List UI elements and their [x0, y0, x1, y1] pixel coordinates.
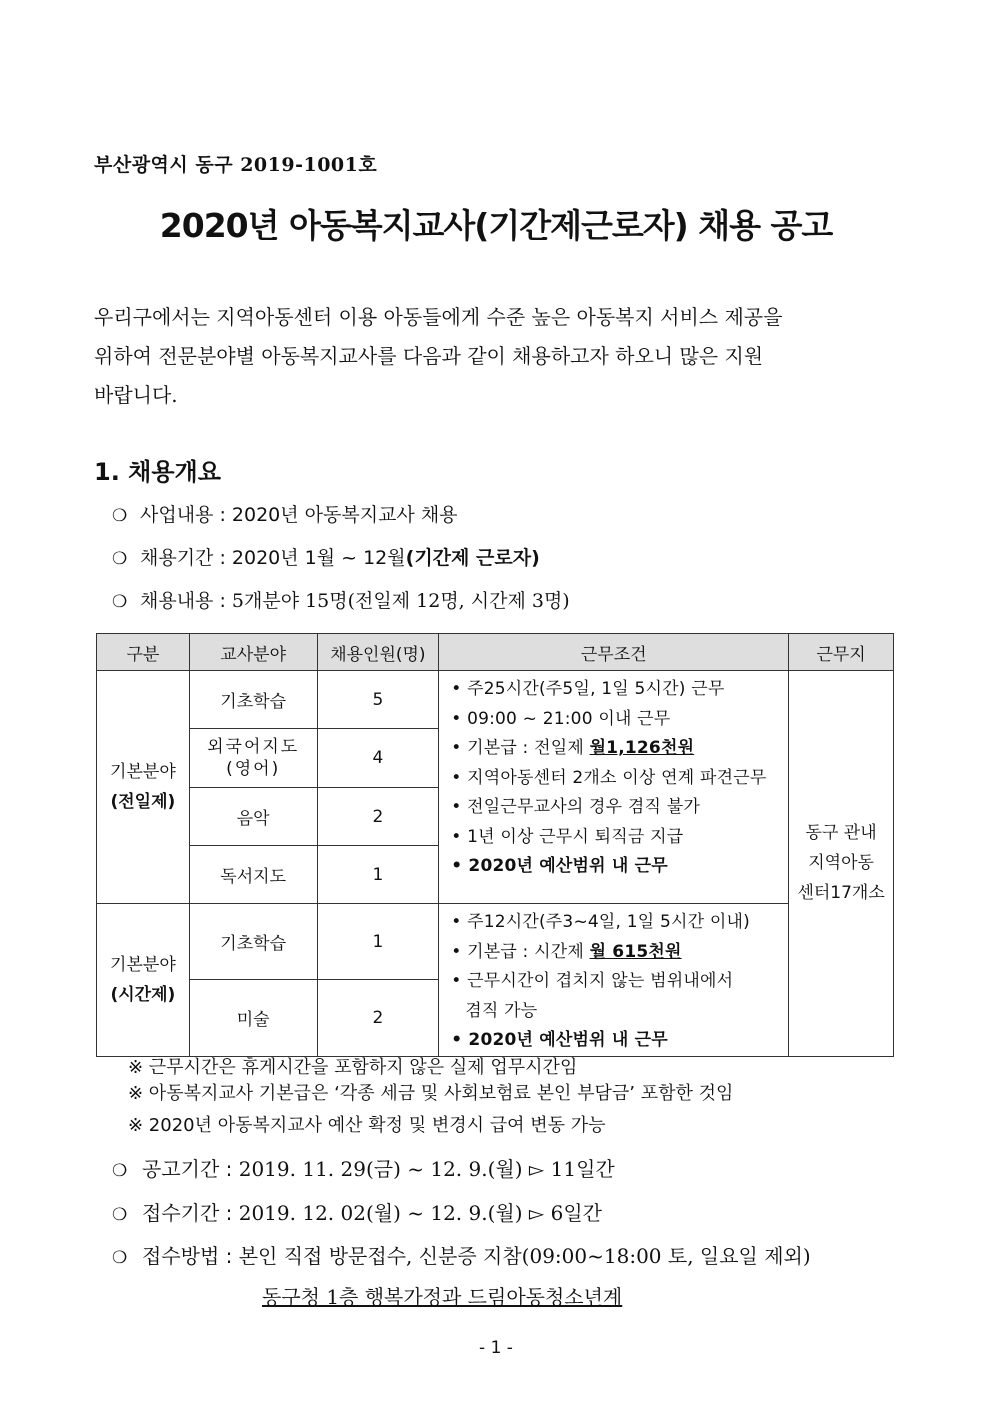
period-item: ❍ 공고기간 : 2019. 11. 29(금) ~ 12. 9.(월) ▻ 11일간 — [112, 1157, 615, 1181]
conditions-parttime — [439, 904, 789, 1057]
overview-value: 2020년 1월 ~ 12월 — [231, 547, 406, 569]
bullet-icon: ❍ — [112, 506, 128, 526]
field-cell: 음악 — [189, 788, 317, 846]
period-item: ❍ 접수방법 : 본인 직접 방문접수, 신분증 지참(09:00~18:00 토, 일요일 제외) — [112, 1244, 811, 1268]
field-cell: 미술 — [189, 980, 317, 1056]
period-label: 접수기간 — [142, 1201, 220, 1225]
condition-text: • 기본급 : 전일제 — [451, 738, 590, 758]
overview-label: 사업내용 — [140, 504, 214, 526]
group-label-type: (전일제) — [110, 792, 176, 812]
count-cell: 5 — [317, 671, 439, 729]
count-cell: 2 — [317, 980, 439, 1056]
condition-item — [451, 938, 782, 968]
table-row — [97, 671, 894, 729]
field-cell: 기초학습 — [189, 904, 317, 980]
workplace-line: 지역아동 — [808, 853, 874, 874]
bullet-icon: ❍ — [112, 1248, 128, 1268]
field-cell: 기초학습 — [189, 671, 317, 729]
overview-item: ❍ 채용기간 : 2020년 1월 ~ 12월(기간제 근로자) — [112, 547, 540, 569]
group-parttime — [97, 904, 190, 1057]
table-header-row — [97, 634, 894, 671]
period-item: ❍ 접수기간 : 2019. 12. 02(월) ~ 12. 9.(월) ▻ 6일간 — [112, 1201, 602, 1225]
condition-item: • 2020년 예산범위 내 근무 — [451, 856, 668, 876]
condition-item: • 주12시간(주3~4일, 1일 5시간 이내) — [451, 912, 750, 932]
condition-item: • 2020년 예산범위 내 근무 — [451, 1030, 668, 1050]
count-cell: 4 — [317, 729, 439, 788]
recruitment-table — [96, 633, 894, 1057]
salary-parttime: 월 615천원 — [589, 941, 682, 962]
note-item: ※ 아동복지교사 기본급은 ‘각종 세금 및 사회보험료 본인 부담금’ 포함한 것임 — [128, 1083, 734, 1104]
workplace-line: 동구 관내 — [805, 823, 877, 844]
condition-item: • 근무시간이 겹치지 않는 범위내에서 — [451, 971, 734, 991]
bullet-icon: ❍ — [112, 549, 128, 569]
field-cell: 독서지도 — [189, 846, 317, 904]
document-number: 부산광역시 동구 2019-1001호 — [94, 154, 378, 176]
intro-line: 위하여 전문분야별 아동복지교사를 다음과 같이 채용하고자 하오니 많은 지원 — [94, 344, 764, 368]
overview-item: ❍ 사업내용 : 2020년 아동복지교사 채용 — [112, 504, 458, 526]
overview-label: 채용기간 — [140, 547, 214, 569]
receipt-location: 동구청 1층 행복가정과 드림아동청소년계 — [262, 1285, 623, 1309]
note-item: ※ 근무시간은 휴게시간을 포함하지 않은 실제 업무시간임 — [128, 1057, 578, 1078]
intro-line: 우리구에서는 지역아동센터 이용 아동들에게 수준 높은 아동복지 서비스 제공을 — [94, 305, 783, 329]
bullet-icon: ❍ — [112, 1161, 128, 1181]
count-cell: 1 — [317, 904, 439, 980]
condition-item: • 1년 이상 근무시 퇴직금 지급 — [451, 826, 684, 847]
page-number: - 1 - — [479, 1338, 513, 1358]
group-label-type: (시간제) — [110, 984, 176, 1005]
overview-value: 5개분야 15명(전일제 12명, 시간제 3명) — [231, 590, 570, 612]
workplace-cell — [789, 671, 894, 1057]
conditions-fulltime — [439, 671, 789, 904]
field-text: 외국어지도 (영어) — [207, 737, 300, 779]
intro-paragraph — [94, 298, 898, 415]
bullet-icon: ❍ — [112, 592, 128, 612]
intro-line: 바랍니다. — [94, 383, 178, 407]
count-cell: 1 — [317, 846, 439, 904]
page-title: 2020년 아동복지교사(기간제근로자) 채용 공고 — [159, 206, 833, 245]
condition-item: • 09:00 ~ 21:00 이내 근무 — [451, 708, 671, 729]
overview-item: ❍ 채용내용 : 5개분야 15명(전일제 12명, 시간제 3명) — [112, 590, 570, 612]
group-label: 기본분야 — [110, 954, 176, 975]
period-value: 본인 직접 방문접수, 신분증 지참(09:00~18:00 토, 일요일 제외) — [238, 1244, 811, 1268]
overview-value-emphasis: (기간제 근로자) — [405, 547, 540, 569]
overview-value: 2020년 아동복지교사 채용 — [231, 504, 458, 526]
period-label: 접수방법 — [142, 1244, 220, 1268]
group-label: 기본분야 — [110, 762, 176, 782]
note-item: ※ 2020년 아동복지교사 예산 확정 및 변경시 급여 변동 가능 — [128, 1115, 606, 1136]
header-field: 교사분야 — [189, 634, 317, 671]
condition-item: • 전일근무교사의 경우 겸직 불가 — [451, 797, 700, 817]
condition-text: • 기본급 : 시간제 — [451, 941, 590, 962]
header-workplace: 근무지 — [789, 634, 894, 671]
condition-item: • 지역아동센터 2개소 이상 연계 파견근무 — [451, 767, 767, 788]
field-cell — [189, 729, 317, 788]
count-cell: 2 — [317, 788, 439, 846]
period-value: 2019. 12. 02(월) ~ 12. 9.(월) ▻ 6일간 — [238, 1201, 602, 1225]
condition-item: • 주25시간(주5일, 1일 5시간) 근무 — [451, 679, 725, 699]
salary-fulltime: 월1,126천원 — [589, 738, 695, 758]
workplace-line: 센터17개소 — [797, 883, 885, 904]
header-category: 구분 — [97, 634, 190, 671]
period-label: 공고기간 — [142, 1157, 220, 1181]
period-value: 2019. 11. 29(금) ~ 12. 9.(월) ▻ 11일간 — [238, 1157, 615, 1181]
condition-item: 겸직 가능 — [465, 1000, 538, 1021]
header-conditions: 근무조건 — [439, 634, 789, 671]
table-row — [97, 904, 894, 980]
header-count: 채용인원(명) — [317, 634, 439, 671]
group-fulltime — [97, 671, 190, 904]
bullet-icon: ❍ — [112, 1205, 128, 1225]
section-heading: 1. 채용개요 — [94, 458, 221, 486]
condition-item — [451, 734, 782, 764]
overview-label: 채용내용 — [140, 590, 214, 612]
